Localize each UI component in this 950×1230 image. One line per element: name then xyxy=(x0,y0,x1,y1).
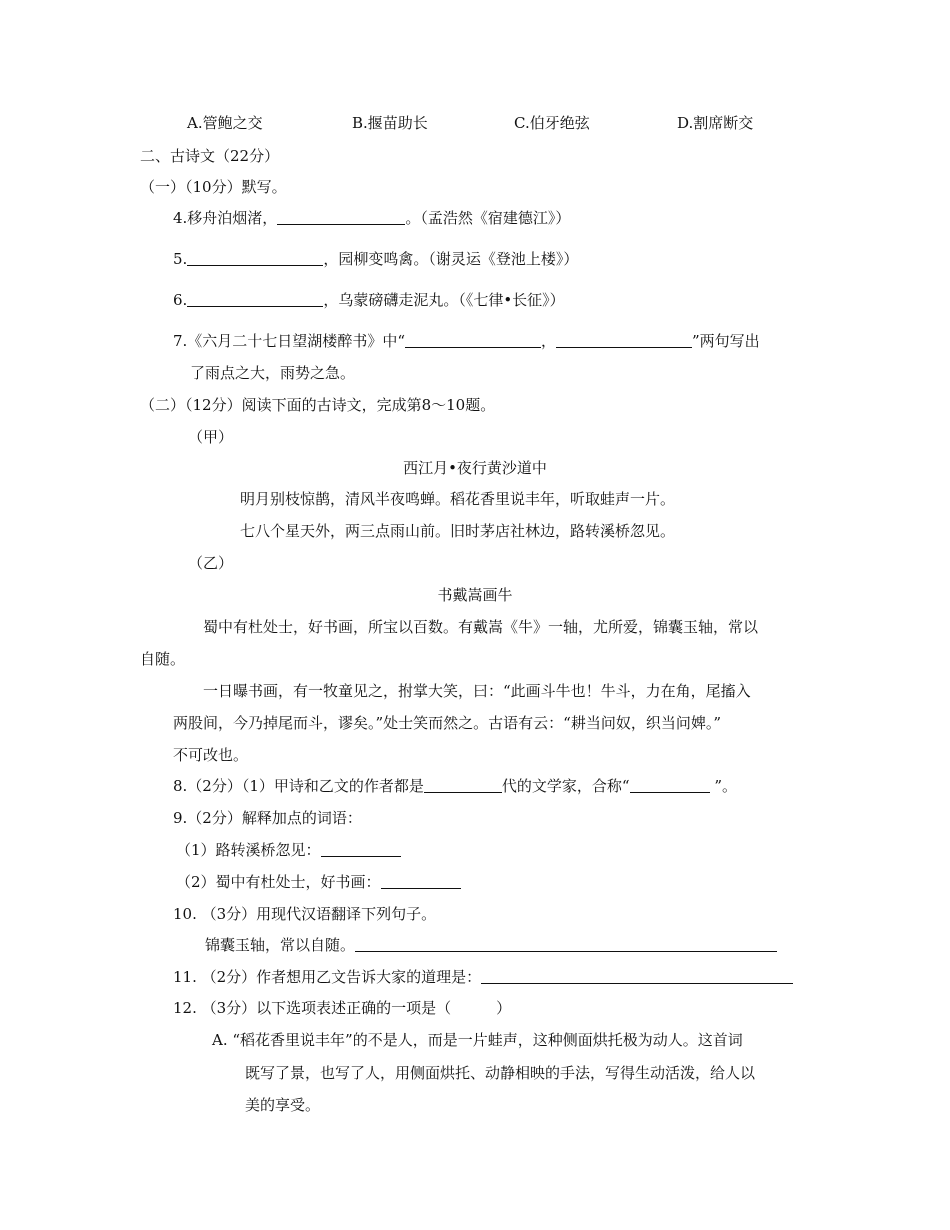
yi-label: （乙） xyxy=(188,554,234,572)
poem-title: 西江月•夜行黄沙道中 xyxy=(403,459,547,477)
answer-blank[interactable] xyxy=(187,250,323,266)
prose-line: 两股间，今乃掉尾而斗，谬矣。”处士笑而然之。古语有云：“耕当问奴，织当问婢。” xyxy=(173,714,722,732)
question-5: 5. ，园柳变鸣禽。（谢灵运《登池上楼》） xyxy=(173,250,579,268)
jia-label: （甲） xyxy=(188,428,234,446)
answer-blank[interactable] xyxy=(556,332,692,348)
question-9-item: （2）蜀中有杜处士，好书画： xyxy=(176,872,461,892)
poem-line: 七八个星天外，两三点雨山前。旧时茅店社林边，路转溪桥忽见。 xyxy=(240,522,676,540)
part1-heading: （一）（10分）默写。 xyxy=(140,178,287,196)
question-8: 8.（2分）（1）甲诗和乙文的作者都是 代的文学家，合称“ ”。 xyxy=(173,777,738,795)
part2-heading: （二）（12分）阅读下面的古诗文，完成第8～10题。 xyxy=(140,396,496,414)
question-11: 11. （2分）作者想用乙文告诉大家的道理是： xyxy=(173,967,793,987)
answer-blank[interactable] xyxy=(321,841,401,857)
question-12-option-a-cont: 美的享受。 xyxy=(245,1096,321,1114)
prose-title: 书戴嵩画牛 xyxy=(437,586,513,604)
answer-blank[interactable] xyxy=(277,209,405,225)
question-9: 9.（2分）解释加点的词语： xyxy=(173,809,362,827)
question-4: 4.移舟泊烟渚， 。（孟浩然《宿建德江》） xyxy=(173,209,571,227)
question-9-item: （1）路转溪桥忽见： xyxy=(176,840,401,860)
option-b: B.揠苗助长 xyxy=(352,114,428,132)
answer-blank[interactable] xyxy=(481,968,793,984)
section-heading: 二、古诗文（22分） xyxy=(140,147,280,165)
prose-line: 不可改也。 xyxy=(173,746,249,764)
question-12: 12. （3分）以下选项表述正确的一项是（ ） xyxy=(173,999,512,1017)
answer-blank[interactable] xyxy=(187,291,323,307)
option-c: C.伯牙绝弦 xyxy=(514,114,590,132)
prose-line: 蜀中有杜处士，好书画，所宝以百数。有戴嵩《牛》一轴，尤所爱，锦囊玉轴，常以 xyxy=(203,618,759,636)
question-12-option-a: A. “稻花香里说丰年”的不是人，而是一片蛙声，这种侧面烘托极为动人。这首词 xyxy=(212,1031,743,1049)
answer-blank[interactable] xyxy=(381,873,461,889)
answer-blank[interactable] xyxy=(424,777,502,793)
question-7-line2: 了雨点之大，雨势之急。 xyxy=(190,364,356,382)
prose-line: 一日曝书画，有一牧童见之，拊掌大笑，曰：“此画斗牛也！牛斗，力在角，尾搐入 xyxy=(203,682,751,700)
option-a: A.管鲍之交 xyxy=(187,114,263,132)
question-10-sentence: 锦囊玉轴，常以自随。 xyxy=(205,935,777,955)
answer-blank[interactable] xyxy=(630,777,710,793)
question-10: 10. （3分）用现代汉语翻译下列句子。 xyxy=(173,905,437,923)
question-12-option-a-cont: 既写了景，也写了人，用侧面烘托、动静相映的手法，写得生动活泼，给人以 xyxy=(245,1064,756,1082)
question-7: 7.《六月二十七日望湖楼醉书》中“ ， ”两句写出 xyxy=(173,332,760,350)
poem-line: 明月别枝惊鹊，清风半夜鸣蝉。稻花香里说丰年，听取蛙声一片。 xyxy=(240,490,676,508)
prose-line: 自随。 xyxy=(140,650,186,668)
question-6: 6. ，乌蒙磅礴走泥丸。（《七律•长征》） xyxy=(173,291,565,309)
option-d: D.割席断交 xyxy=(677,114,754,132)
answer-blank[interactable] xyxy=(355,936,777,952)
answer-blank[interactable] xyxy=(405,332,541,348)
